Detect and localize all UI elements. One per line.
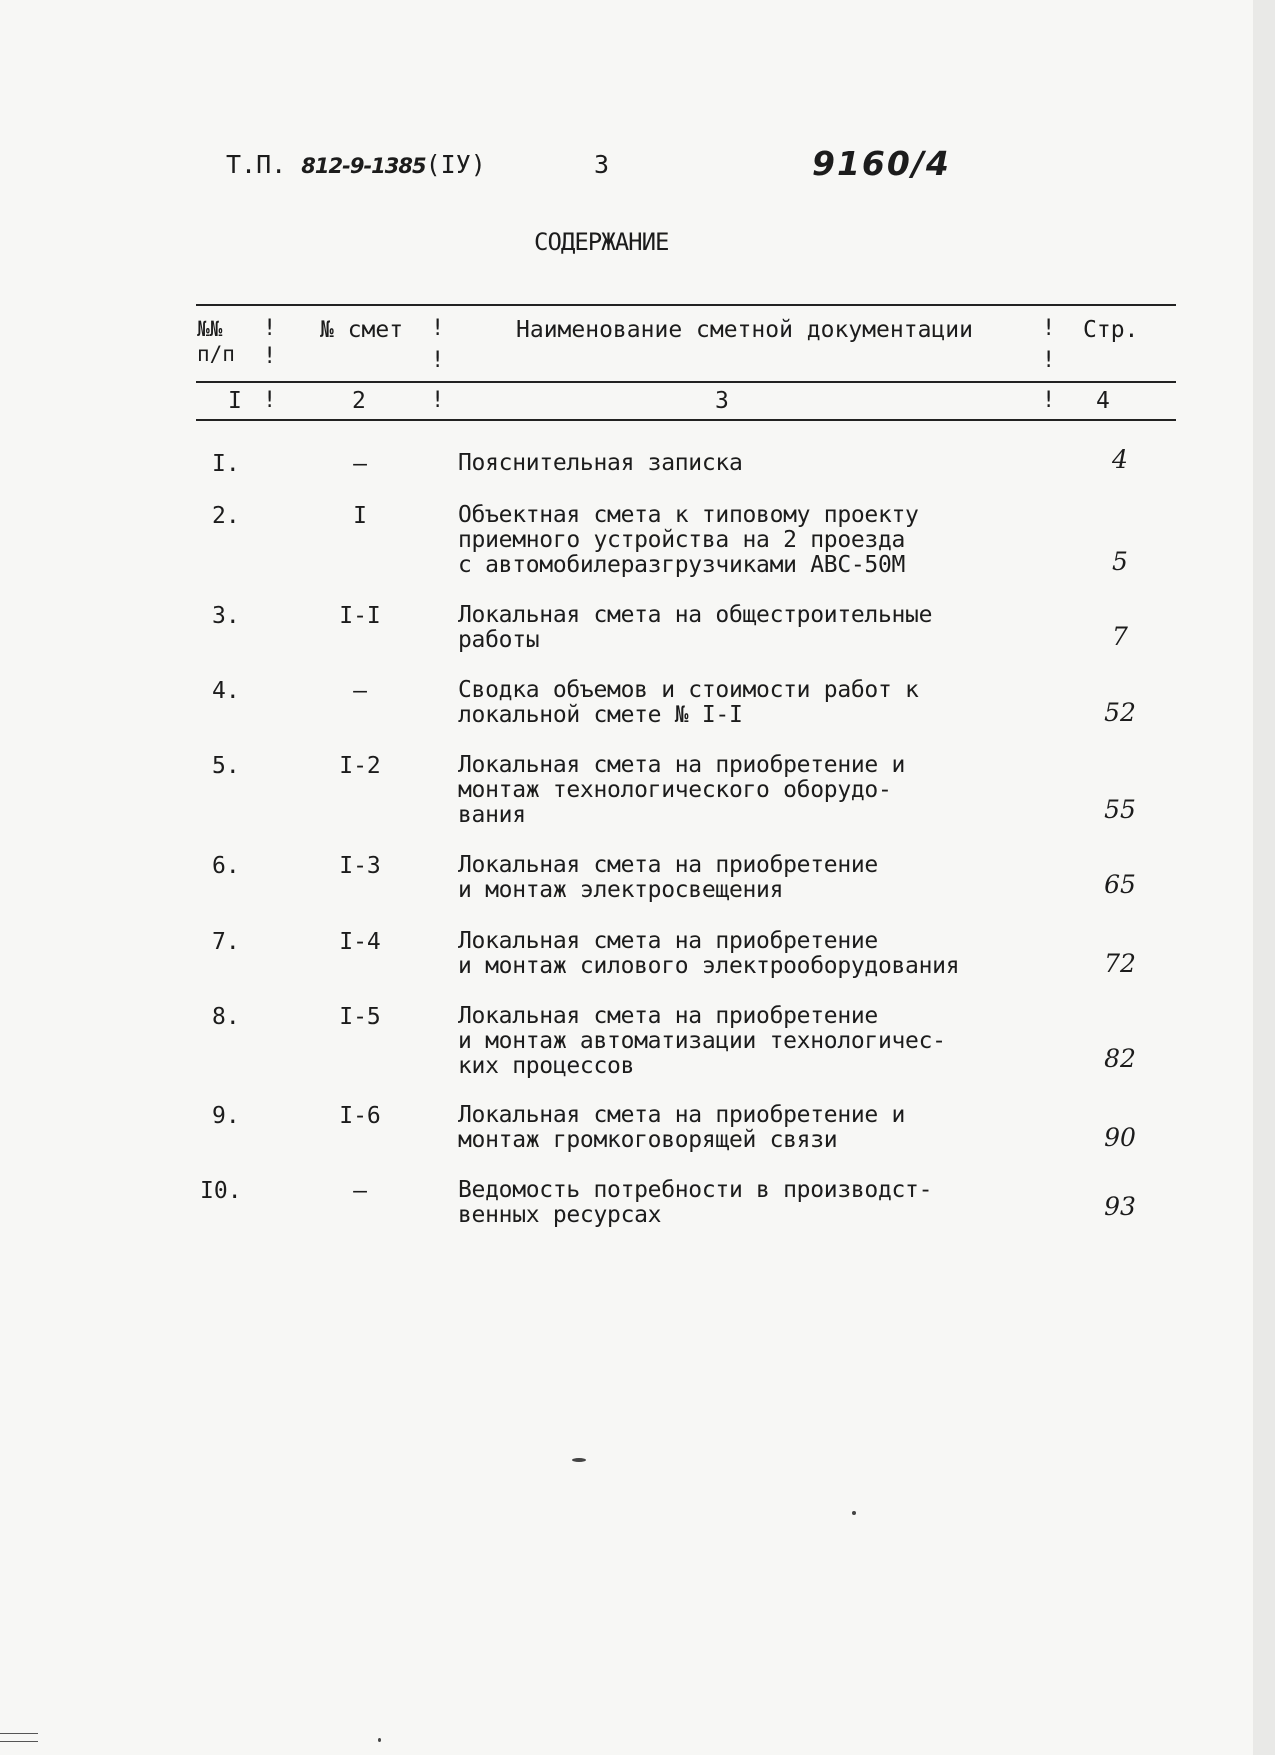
header-num: №№ п/п <box>197 317 235 366</box>
row-smeta: I-4 <box>339 929 381 955</box>
column-separator: ! <box>263 344 277 369</box>
row-name: Сводка объемов и стоимости работ к локальной смете № I-I <box>458 677 919 728</box>
row-page: 4 <box>1112 445 1128 474</box>
row-number: 3. <box>212 603 240 629</box>
volume-number: (IУ) <box>425 150 486 179</box>
row-smeta: – <box>353 678 367 704</box>
project-number: 812-9-1385 <box>301 154 426 178</box>
column-separator: ! <box>431 388 445 413</box>
row-page: 93 <box>1104 1192 1136 1221</box>
row-smeta: – <box>353 451 367 477</box>
column-separator: ! <box>1042 316 1056 341</box>
scan-edge-mark <box>0 1733 38 1734</box>
scan-speck <box>378 1738 381 1742</box>
project-designation <box>226 150 486 179</box>
row-name: Ведомость потребности в производст- венных ресурсах <box>458 1177 933 1228</box>
column-separator: ! <box>263 316 277 341</box>
row-page: 5 <box>1112 547 1128 576</box>
column-number-2: 2 <box>352 388 366 414</box>
inventory-number: 9160/4 <box>812 144 951 183</box>
row-number: I. <box>212 451 240 477</box>
row-name: Локальная смета на приобретение и монтаж силового электрооборудования <box>458 928 960 979</box>
row-name: Локальная смета на приобретение и монтаж электросвещения <box>458 852 878 903</box>
row-number: 7. <box>212 929 240 955</box>
row-name: Пояснительная записка <box>458 450 743 476</box>
row-smeta: I-I <box>339 603 381 629</box>
scan-speck <box>572 1458 586 1462</box>
row-number: 8. <box>212 1004 240 1030</box>
column-number-4: 4 <box>1096 388 1110 414</box>
page-edge-shadow <box>1253 0 1275 1755</box>
header-name: Наименование сметной документации <box>516 317 973 343</box>
column-separator: ! <box>431 348 445 373</box>
row-smeta: I-5 <box>339 1004 381 1030</box>
column-separator: ! <box>1042 388 1056 413</box>
row-page: 55 <box>1104 795 1136 824</box>
row-smeta: I-6 <box>339 1103 381 1129</box>
row-smeta: I <box>353 503 367 529</box>
row-page: 82 <box>1104 1044 1136 1073</box>
page-number: 3 <box>594 150 610 179</box>
header-smeta: № смет <box>320 317 404 343</box>
row-smeta: – <box>353 1178 367 1204</box>
column-number-3: 3 <box>715 388 729 414</box>
designation-prefix: Т.П. <box>226 150 287 179</box>
row-page: 7 <box>1112 622 1128 651</box>
row-number: 9. <box>212 1103 240 1129</box>
row-number: 6. <box>212 853 240 879</box>
row-page: 72 <box>1104 949 1136 978</box>
row-name: Локальная смета на приобретение и монтаж автоматизации технологичес- ких процессов <box>458 1003 946 1079</box>
column-separator: ! <box>263 388 277 413</box>
row-name: Локальная смета на приобретение и монтаж технологического оборудо- вания <box>458 752 906 828</box>
row-name: Локальная смета на общестроительные работы <box>458 602 933 653</box>
column-separator: ! <box>431 316 445 341</box>
scan-speck <box>852 1511 856 1515</box>
header-page: Стр. <box>1083 317 1139 343</box>
column-number-rule <box>196 419 1176 421</box>
column-number-1: I <box>228 388 242 414</box>
row-number: 4. <box>212 678 240 704</box>
row-name: Локальная смета на приобретение и монтаж громкоговорящей связи <box>458 1102 906 1153</box>
scan-edge-mark <box>0 1741 38 1742</box>
row-number: I0. <box>200 1178 242 1204</box>
table-top-rule <box>196 304 1176 306</box>
row-page: 52 <box>1104 698 1136 727</box>
row-number: 2. <box>212 503 240 529</box>
row-number: 5. <box>212 753 240 779</box>
row-page: 90 <box>1104 1123 1136 1152</box>
document-title: СОДЕРЖАНИЕ <box>534 228 669 256</box>
row-page: 65 <box>1104 870 1136 899</box>
row-smeta: I-3 <box>339 853 381 879</box>
header-rule <box>196 381 1176 383</box>
row-smeta: I-2 <box>339 753 381 779</box>
row-name: Объектная смета к типовому проекту приемного устройства на 2 проезда с автомобилеразгрузчиками АВС-50М <box>458 502 919 578</box>
column-separator: ! <box>1042 348 1056 373</box>
